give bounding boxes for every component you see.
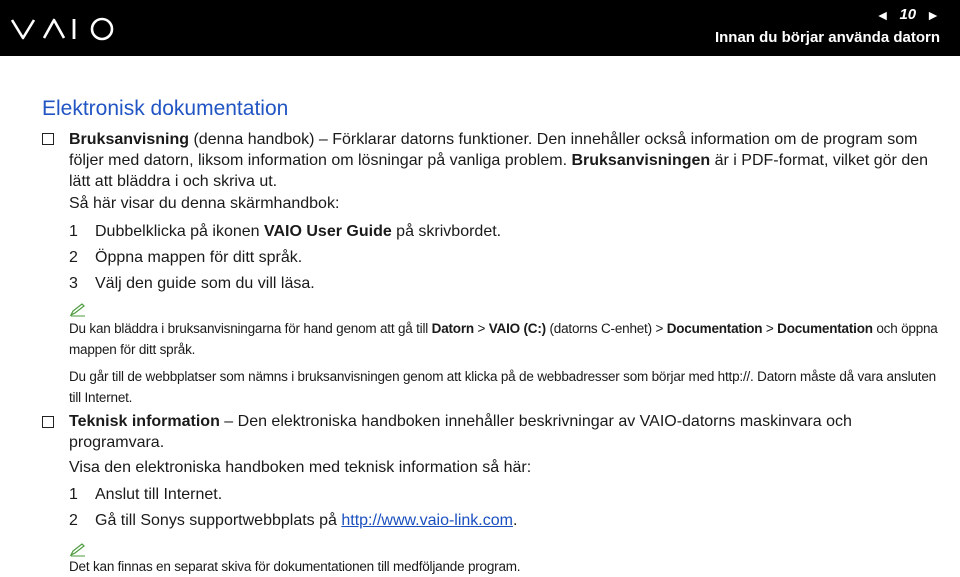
teknisk-information-heading: Teknisk information — [69, 413, 220, 430]
page-header — [0, 0, 960, 56]
page-title: Elektronisk dokumentation — [42, 97, 289, 120]
step-1: 1 Dubbelklicka på ikonen VAIO User Guide på skrivbordet. — [69, 223, 502, 240]
step-2: 2 Öppna mappen för ditt språk. — [69, 249, 303, 266]
note-separate-disc: Det kan finnas en separat skiva för dokumentationen till medföljande program. — [69, 559, 521, 574]
teknisk-information-paragraph: Teknisk information – Den elektroniska handboken innehåller beskrivningar av VAIO-datorns maskinvara och programvara. — [69, 413, 852, 451]
page-number: ◄ 10 ► — [875, 6, 940, 23]
step-3: 3 Välj den guide som du vill läsa. — [69, 275, 315, 292]
section-title: Innan du börjar använda datorn — [714, 29, 940, 46]
bruksanvisning-paragraph: Bruksanvisning (denna handbok) – Förklarar datorns funktioner. Den innehåller också information om de program som följer med datorn, liksom information om lösningar på vanliga problem. Bruksanvisningen är i PDF-format, vilket gör den lätt att bläddra i och skriva ut. — [69, 131, 929, 190]
pencil-note-icon — [69, 303, 87, 317]
pencil-note-icon — [69, 543, 87, 557]
previous-page-arrow-icon[interactable]: ◄ — [875, 6, 890, 23]
note-manual-browse: Du kan bläddra i bruksanvisningarna för hand genom att gå till Datorn > VAIO (C:) (datorns C-enhet) > Documentation > Documentation och öppna mappen för ditt språk. — [69, 321, 938, 357]
next-page-arrow-icon[interactable]: ► — [926, 6, 940, 23]
bruksanvisning-heading: Bruksanvisning — [69, 131, 190, 148]
step-2-support: 2 Gå till Sonys supportwebbplats på http://www.vaio-link.com. — [69, 512, 518, 529]
step-1-internet: 1 Anslut till Internet. — [69, 486, 223, 503]
vaio-logo — [10, 14, 122, 42]
checkbox-icon — [42, 133, 54, 145]
instruction-intro: Så här visar du denna skärmhandbok: — [69, 195, 340, 212]
checkbox-icon — [42, 416, 54, 428]
vaio-link-url[interactable]: http://www.vaio-link.com — [341, 512, 513, 529]
instruction-intro-2: Visa den elektroniska handboken med teknisk information så här: — [69, 459, 532, 476]
note-web-links: Du går till de webbplatser som nämns i bruksanvisningen genom att klicka på de webbadresser som börjar med http://. Datorn måste då vara ansluten till Internet. — [69, 369, 936, 405]
